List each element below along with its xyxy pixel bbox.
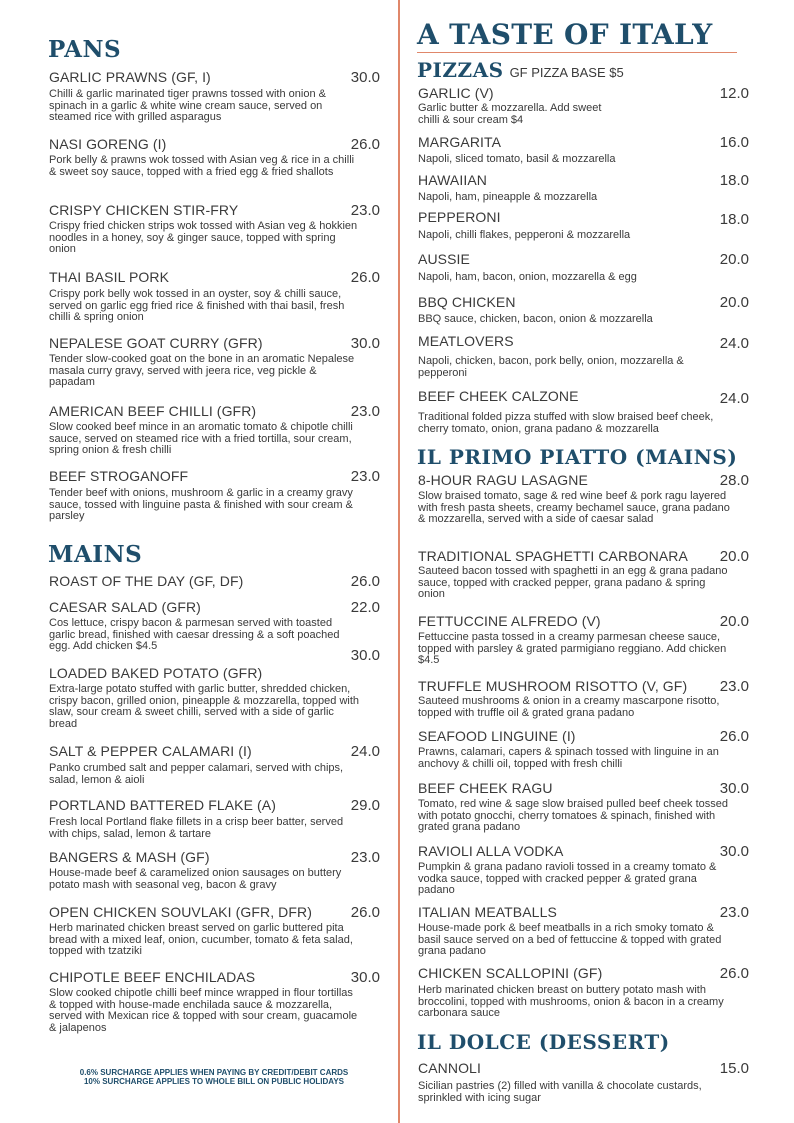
item-description: House-made beef & caramelized onion sausages on buttery potato mash with seasonal veg, bacon & gravy <box>49 867 342 891</box>
item-price: 23.0 <box>350 403 380 420</box>
item-price: 30.0 <box>719 843 749 860</box>
item-name: CANNOLI <box>418 1060 481 1076</box>
item-name: THAI BASIL PORK <box>49 269 170 285</box>
item-price: 20.0 <box>719 548 749 565</box>
surcharge-line-holiday: 10% SURCHARGE APPLIES TO WHOLE BILL ON PUBLIC HOLIDAYS <box>83 1077 345 1086</box>
item-name: BEEF STROGANOFF <box>49 468 189 484</box>
item-description: Napoli, chicken, bacon, pork belly, onion, mozzarella & pepperoni <box>418 355 684 379</box>
item-description: Crispy pork belly wok tossed in an oyster, soy & chilli sauce, served on garlic egg fried rice & finished with thai basil, fresh chilli & spring onion <box>49 288 345 323</box>
item-price: 20.0 <box>719 251 749 268</box>
section-title-pizzas <box>417 58 624 82</box>
item-price: 24.0 <box>350 743 380 760</box>
item-price: 30.0 <box>350 69 380 86</box>
item-name: 8-HOUR RAGU LASAGNE <box>418 472 588 488</box>
item-description: Crispy fried chicken strips wok tossed with Asian veg & hokkien noodles in a honey, soy & ginger sauce, topped with spring onion <box>49 220 358 255</box>
item-description: Sauteed bacon tossed with spaghetti in an egg & grana padano sauce, topped with cracked pepper, grana padano & spring onion <box>418 565 728 600</box>
item-name: AMERICAN BEEF CHILLI (GFR) <box>49 403 257 419</box>
item-name: BBQ CHICKEN <box>418 294 516 310</box>
item-name: MEATLOVERS <box>418 333 514 349</box>
item-price: 24.0 <box>719 335 749 352</box>
pizzas-title-text: PIZZAS <box>417 58 504 82</box>
item-name: SALT & PEPPER CALAMARI (I) <box>49 743 252 759</box>
item-description: Tomato, red wine & sage slow braised pulled beef cheek tossed with potato gnocchi, cherry tomatoes & spinach, finished with grated grana padano <box>418 798 729 833</box>
item-name: SEAFOOD LINGUINE (I) <box>418 728 576 744</box>
item-description: Herb marinated chicken breast served on garlic buttered pita bread with a mixed leaf, onion, cucumber, tomato & feta salad, topped with tzatziki <box>49 922 353 957</box>
item-description: Napoli, chilli flakes, pepperoni & mozzarella <box>418 229 631 241</box>
item-price: 23.0 <box>719 904 749 921</box>
item-description: Prawns, calamari, capers & spinach tossed with linguine in an anchovy & chilli oil, topped with fresh chilli <box>418 746 719 770</box>
item-name: PORTLAND BATTERED FLAKE (A) <box>49 797 277 813</box>
item-name: BANGERS & MASH (GF) <box>49 849 210 865</box>
section-title-pans: PANS <box>48 36 122 63</box>
item-name: ROAST OF THE DAY (GF, DF) <box>49 573 244 589</box>
item-description: Slow braised tomato, sage & red wine beef & pork ragu layered with fresh pasta sheets, creamy bechamel sauce, grana padano & mozzarella, served with a side of caesar salad <box>418 490 730 525</box>
item-name: LOADED BAKED POTATO (GFR) <box>49 665 263 681</box>
section-title-dolce: IL DOLCE (DESSERT) <box>417 1030 670 1054</box>
item-name: CAESAR SALAD (GFR) <box>49 599 201 615</box>
item-description: Pumpkin & grana padano ravioli tossed in a creamy tomato & vodka sauce, topped with cracked pepper & grated grana padano <box>418 861 717 896</box>
item-name: MARGARITA <box>418 134 502 150</box>
item-price: 26.0 <box>350 136 380 153</box>
item-name: GARLIC (V) <box>418 85 494 101</box>
item-description: Herb marinated chicken breast on buttery potato mash with broccolini, topped with mushrooms, onion & bacon in a creamy carbonara sauce <box>418 984 724 1019</box>
item-price: 30.0 <box>350 647 380 664</box>
item-name: CHICKEN SCALLOPINI (GF) <box>418 965 603 981</box>
item-name: HAWAIIAN <box>418 172 487 188</box>
gf-base-note: GF PIZZA BASE $5 <box>509 65 624 80</box>
item-price: 23.0 <box>719 678 749 695</box>
item-description: Extra-large potato stuffed with garlic butter, shredded chicken, crispy bacon, grilled onion, pineapple & mozzarella, topped with slaw, sour cream & sweet chilli, served with a side of garlic bread <box>49 683 360 730</box>
item-price: 23.0 <box>350 202 380 219</box>
section-title-mains: MAINS <box>48 541 143 568</box>
item-name: GARLIC PRAWNS (GF, I) <box>49 69 211 85</box>
column-divider <box>398 0 400 1123</box>
item-price: 22.0 <box>350 599 380 616</box>
item-name: BEEF CHEEK CALZONE <box>418 388 579 404</box>
item-price: 26.0 <box>719 965 749 982</box>
item-price: 16.0 <box>719 134 749 151</box>
item-name: NEPALESE GOAT CURRY (GFR) <box>49 335 263 351</box>
item-price: 26.0 <box>719 728 749 745</box>
item-price: 18.0 <box>719 172 749 189</box>
item-description: Napoli, ham, bacon, onion, mozzarella & egg <box>418 271 637 283</box>
item-price: 18.0 <box>719 211 749 228</box>
item-description: Napoli, ham, pineapple & mozzarella <box>418 191 598 203</box>
item-description: Slow cooked beef mince in an aromatic tomato & chipotle chilli sauce, served on steamed rice with a fried tortilla, sour cream, spring onion & fresh chilli <box>49 421 353 456</box>
item-description: Traditional folded pizza stuffed with slow braised beef cheek, cherry tomato, onion, grana padano & mozzarella <box>418 411 714 435</box>
item-name: RAVIOLI ALLA VODKA <box>418 843 564 859</box>
item-price: 29.0 <box>350 797 380 814</box>
item-price: 15.0 <box>719 1060 749 1077</box>
item-description: Garlic butter & mozzarella. Add sweet chilli & sour cream $4 <box>418 102 602 126</box>
item-description: Pork belly & prawns wok tossed with Asian veg & rice in a chilli & sweet soy sauce, topped with a fried egg & fried shallots <box>49 154 355 178</box>
item-description: Sauteed mushrooms & onion in a creamy mascarpone risotto, topped with truffle oil & grated grana padano <box>418 695 720 719</box>
item-name: CHIPOTLE BEEF ENCHILADAS <box>49 969 256 985</box>
item-price: 23.0 <box>350 468 380 485</box>
item-name: PEPPERONI <box>418 209 501 225</box>
page-title: A TASTE OF ITALY <box>417 18 713 51</box>
item-description: BBQ sauce, chicken, bacon, onion & mozzarella <box>418 313 653 325</box>
item-description: Slow cooked chipotle chilli beef mince wrapped in flour tortillas & topped with house-made enchilada sauce & mozzarella, served with Mexican rice & topped with sour cream, guacamole & jalapenos <box>49 987 358 1034</box>
item-price: 30.0 <box>719 780 749 797</box>
item-price: 26.0 <box>350 573 380 590</box>
item-description: Fresh local Portland flake fillets in a crisp beer batter, served with chips, salad, lemon & tartare <box>49 816 344 840</box>
item-description: Napoli, sliced tomato, basil & mozzarella <box>418 153 616 165</box>
item-name: TRADITIONAL SPAGHETTI CARBONARA <box>418 548 688 564</box>
item-name: FETTUCCINE ALFREDO (V) <box>418 613 601 629</box>
item-name: OPEN CHICKEN SOUVLAKI (GFR, DFR) <box>49 904 313 920</box>
item-description: Tender slow-cooked goat on the bone in an aromatic Nepalese masala curry gravy, served with jeera rice, veg pickle & papadam <box>49 353 355 388</box>
item-description: Sicilian pastries (2) filled with vanilla & chocolate custards, sprinkled with icing sugar <box>418 1080 702 1104</box>
surcharge-notice <box>48 1068 380 1086</box>
item-description: Tender beef with onions, mushroom & garlic in a creamy gravy sauce, tossed with linguine pasta & finished with sour cream & parsley <box>49 487 353 522</box>
item-name: BEEF CHEEK RAGU <box>418 780 553 796</box>
item-description: House-made pork & beef meatballs in a rich smoky tomato & basil sauce served on a bed of fettuccine & topped with grated grana padano <box>418 922 722 957</box>
item-name: NASI GORENG (I) <box>49 136 167 152</box>
item-price: 26.0 <box>350 904 380 921</box>
section-title-primo: IL PRIMO PIATTO (MAINS) <box>417 445 738 469</box>
item-price: 20.0 <box>719 613 749 630</box>
item-price: 30.0 <box>350 969 380 986</box>
item-name: CRISPY CHICKEN STIR-FRY <box>49 202 239 218</box>
item-price: 12.0 <box>719 85 749 102</box>
item-name: AUSSIE <box>418 251 470 267</box>
item-price: 26.0 <box>350 269 380 286</box>
title-underline <box>417 52 737 53</box>
item-name: TRUFFLE MUSHROOM RISOTTO (V, GF) <box>418 678 688 694</box>
item-price: 28.0 <box>719 472 749 489</box>
item-description: Fettuccine pasta tossed in a creamy parmesan cheese sauce, topped with parsley & grated parmigiano reggiano. Add chicken $4.5 <box>418 631 727 666</box>
item-price: 20.0 <box>719 294 749 311</box>
item-price: 30.0 <box>350 335 380 352</box>
item-description: Chilli & garlic marinated tiger prawns tossed with onion & spinach in a garlic & white wine cream sauce, served on steamed rice with grilled asparagus <box>49 88 326 123</box>
item-description: Cos lettuce, crispy bacon & parmesan served with toasted garlic bread, finished with caesar dressing & a soft poached egg. Add chicken $4.5 <box>49 617 340 652</box>
item-description: Panko crumbed salt and pepper calamari, served with chips, salad, lemon & aioli <box>49 762 344 786</box>
item-name: ITALIAN MEATBALLS <box>418 904 557 920</box>
surcharge-line-card: 0.6% SURCHARGE APPLIES WHEN PAYING BY CREDIT/DEBIT CARDS <box>79 1068 349 1077</box>
item-price: 24.0 <box>719 390 749 407</box>
item-price: 23.0 <box>350 849 380 866</box>
